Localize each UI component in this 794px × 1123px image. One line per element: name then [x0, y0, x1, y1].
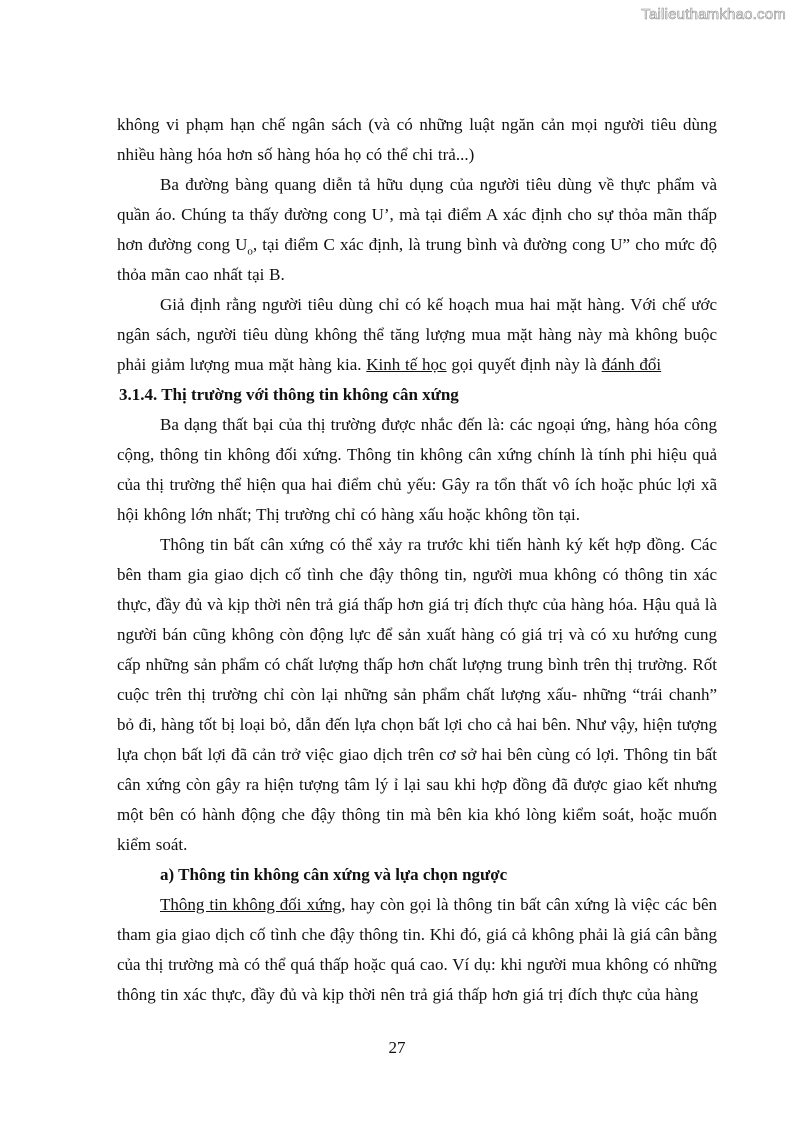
link-kinh-te-hoc[interactable]: Kinh tế học — [366, 355, 447, 374]
page-number: 27 — [388, 1038, 406, 1057]
watermark: Tailieuthamkhao.com — [641, 6, 786, 23]
document-body — [117, 110, 717, 1010]
link-danh-doi[interactable]: đánh đổi — [601, 355, 662, 374]
subsection-heading-a: a) Thông tin không cân xứng và lựa chọn ngược — [160, 865, 508, 884]
paragraph-5: Thông tin bất cân xứng có thể xảy ra trước khi tiến hành ký kết hợp đồng. Các bên tham gia giao dịch cố tình che đậy thông tin, người mua không có thông tin xác thực, đầy đủ và kịp thời nên trả giá thấp hơn giá trị đích thực của hàng hóa. Hậu quả là người bán cũng không còn động lực để sản xuất hàng có giá trị và có xu hướng cung cấp những sản phẩm có chất lượng thấp hơn chất lượng trung bình trên thị trường. Rốt cuộc trên thị trường chỉ còn lại những sản phẩm chất lượng xấu- những “trái chanh” bỏ đi, hàng tốt bị loại bỏ, dẫn đến lựa chọn bất lợi cho cả hai bên. Như vậy, hiện tượng lựa chọn bất lợi đã cản trở việc giao dịch trên cơ sở hai bên cùng có lợi. Thông tin bất cân xứng còn gây ra hiện tượng tâm lý ỉ lại sau khi hợp đồng đã được giao kết nhưng một bên có hành động che đậy thông tin mà bên kia khó lòng kiểm soát, hoặc muốn kiểm soát. — [117, 535, 717, 854]
paragraph-2-text-b: , tại điểm C xác định, là trung bình và đường cong U” cho mức độ thỏa mãn cao nhất tại B. — [117, 235, 717, 284]
paragraph-3-text-b: gọi quyết định này là — [446, 355, 602, 374]
paragraph-4: Ba dạng thất bại của thị trường được nhắc đến là: các ngoại ứng, hàng hóa công cộng, thông tin không đối xứng. Thông tin không cân xứng chính là tính phi hiệu quả của thị trường thể hiện qua hai điểm chủ yếu: Gây ra tổn thất vô ích hoặc phúc lợi xã hội không lớn nhất; Thị trường chỉ có hàng xấu hoặc không tồn tại. — [117, 415, 717, 524]
paragraph-3 — [117, 290, 717, 380]
subscript-o: o — [247, 245, 253, 258]
section-heading-3-1-4: 3.1.4. Thị trường với thông tin không cân xứng — [119, 385, 459, 404]
paragraph-6-text: , hay còn gọi là thông tin bất cân xứng là việc các bên tham gia giao dịch cố tình che đậy thông tin. Khi đó, giá cả không phải là giá cân bằng của thị trường mà có thể quá thấp hoặc quá cao. Ví dụ: khi người mua không có những thông tin xác thực, đầy đủ và kịp thời nên trả giá thấp hơn giá trị đích thực của hàng — [117, 895, 717, 1004]
paragraph-3-text-a: Giả định rằng người tiêu dùng chỉ có kế hoạch mua hai mặt hàng. Với chế ước ngân sách, người tiêu dùng không thể tăng lượng mua mặt hàng này mà không buộc phải giảm lượng mua mặt hàng kia. — [117, 295, 717, 374]
paragraph-2-text-a: Ba đường bàng quang diễn tả hữu dụng của người tiêu dùng về thực phẩm và quần áo. Chúng ta thấy đường cong U’, mà tại điểm A xác định cho sự thỏa mãn thấp hơn đường cong U — [117, 175, 717, 254]
paragraph-6 — [117, 890, 717, 1010]
paragraph-1: không vi phạm hạn chế ngân sách (và có những luật ngăn cản mọi người tiêu dùng nhiều hàng hóa hơn số hàng hóa họ có thể chi trả...) — [117, 115, 717, 164]
link-thong-tin-khong-doi-xung[interactable]: Thông tin không đối xứng — [160, 895, 342, 914]
paragraph-2 — [117, 170, 717, 290]
